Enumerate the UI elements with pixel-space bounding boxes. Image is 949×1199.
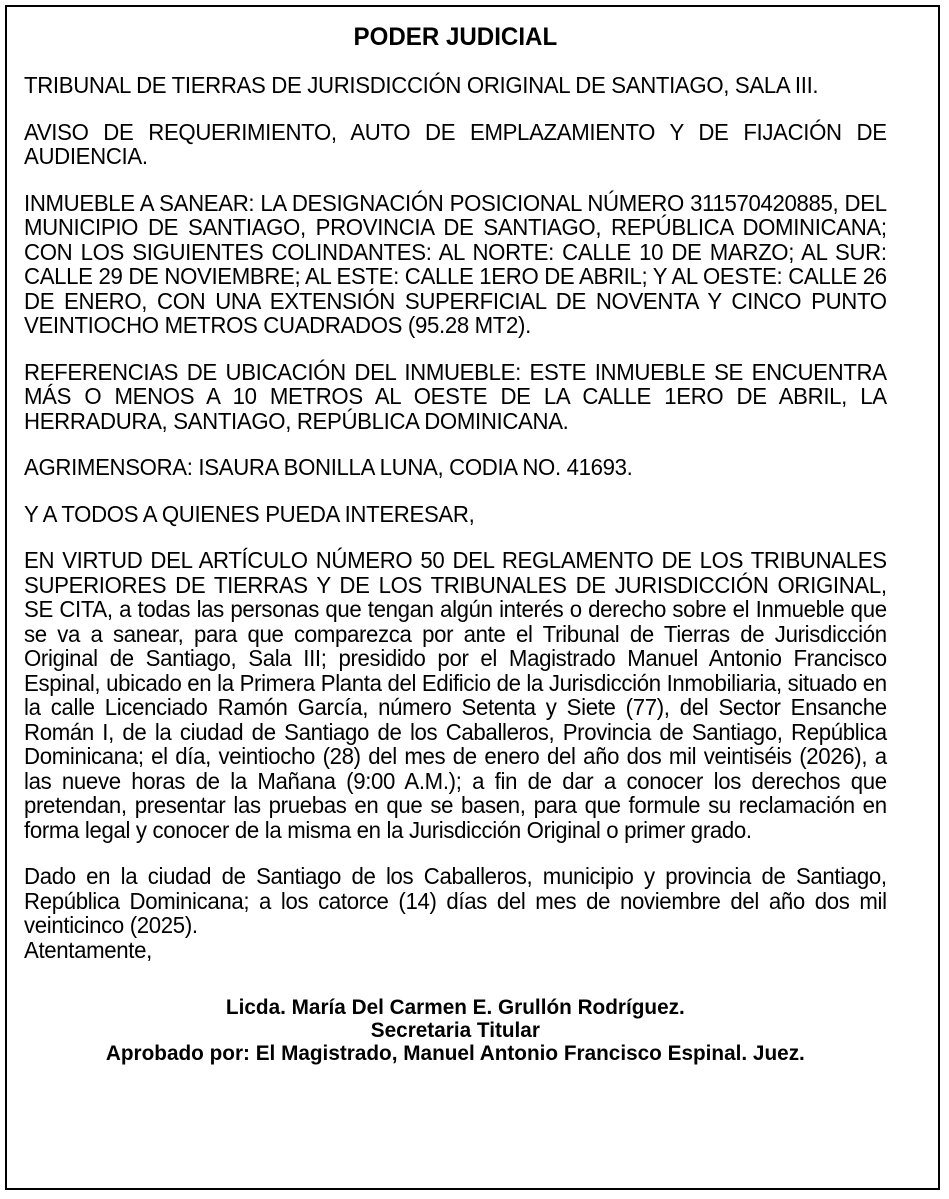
date-place-paragraph: Dado en la ciudad de Santiago de los Caballeros, municipio y provincia de Santiago, República Dominicana; a los catorce (14) días del mes de noviembre del año dos mil veinticinco (2025).	[24, 863, 887, 938]
signatory-title: Secretaria Titular	[370, 1018, 540, 1042]
signature-block	[24, 996, 887, 1065]
court-name: TRIBUNAL DE TIERRAS DE JURISDICCIÓN ORIGINAL DE SANTIAGO, SALA III.	[24, 72, 819, 98]
notice-body: EN VIRTUD DEL ARTÍCULO NÚMERO 50 DEL REGLAMENTO DE LOS TRIBUNALES SUPERIORES DE TIERRAS Y DE LOS TRIBUNALES DE JURISDICCIÓN ORIGINAL, SE CITA, a todas las personas que tengan algún interés o derecho sobre el Inmueble que se va a sanear, para que comparezca por ante el Tribunal de Tierras de Jurisdicción Original de Santiago, Sala III; presidido por el Magistrado Manuel Antonio Francisco Espinal, ubicado en la Primera Planta del Edificio de la Jurisdicción Inmobiliaria, situado en la calle Licenciado Ramón García, número Setenta y Siete (77), del Sector Ensanche Román I, de la ciudad de Santiago de los Caballeros, Provincia de Santiago, República Dominicana; el día, veintiocho (28) del mes de enero del año dos mil veintiséis (2026), a las nueve horas de la Mañana (9:00 A.M.); a fin de dar a conocer los derechos que pretendan, presentar las pruebas en que se basen, para que formule su reclamación en forma legal y conocer de la misma en la Jurisdicción Original o primer grado.	[24, 547, 887, 843]
signatory-name: Licda. María Del Carmen E. Grullón Rodríguez.	[225, 995, 685, 1019]
surveyor-line: AGRIMENSORA: ISAURA BONILLA LUNA, CODIA NO. 41693.	[24, 454, 633, 480]
location-references: REFERENCIAS DE UBICACIÓN DEL INMUEBLE: ESTE INMUEBLE SE ENCUENTRA MÁS O MENOS A 10 METROS AL OESTE DE LA CALLE 1ERO DE ABRIL, LA HERRADURA, SANTIAGO, REPÚBLICA DOMINICANA.	[24, 358, 887, 434]
closing-salutation: Atentamente,	[24, 936, 152, 963]
notice-content	[24, 16, 887, 1065]
property-description: INMUEBLE A SANEAR: LA DESIGNACIÓN POSICIONAL NÚMERO 311570420885, DEL MUNICIPIO DE SANTIAGO, PROVINCIA DE SANTIAGO, REPÚBLICA DOMINICANA; CON LOS SIGUIENTES COLINDANTES: AL NORTE: CALLE 10 DE MARZO; AL SUR: CALLE 29 DE NOVIEMBRE; AL ESTE: CALLE 1ERO DE ABRIL; Y AL OESTE: CALLE 26 DE ENERO, CON UNA EXTENSIÓN SUPERFICIAL DE NOVENTA Y CINCO PUNTO VEINTIOCHO METROS CUADRADOS (95.28 MT2).	[24, 189, 887, 338]
approved-by-line: Aprobado por: El Magistrado, Manuel Antonio Francisco Espinal. Juez.	[105, 1041, 805, 1065]
addressees-line: Y A TODOS A QUIENES PUEDA INTERESAR,	[24, 500, 475, 527]
notice-type: AVISO DE REQUERIMIENTO, AUTO DE EMPLAZAMIENTO Y DE FIJACIÓN DE AUDIENCIA.	[24, 118, 887, 169]
notice-title: PODER JUDICIAL	[353, 23, 558, 51]
